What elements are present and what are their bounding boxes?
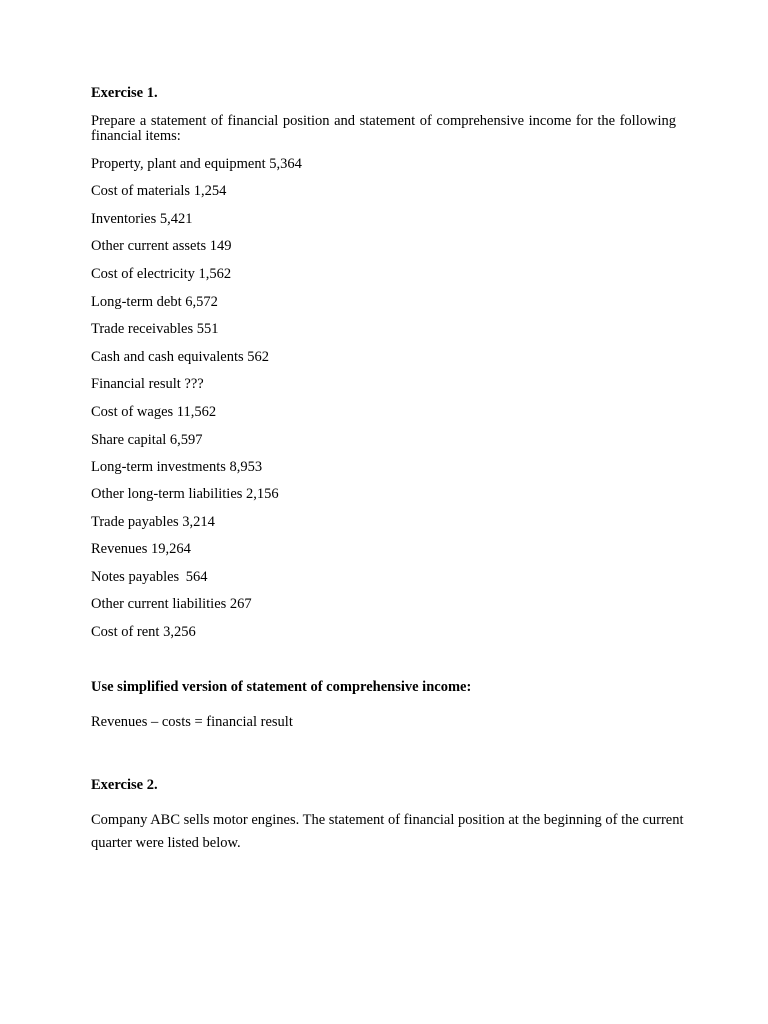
exercise1-intro-line1: Prepare a statement of financial position and statement of comprehensive income for the following: [91, 113, 676, 129]
financial-item: Other current assets 149: [91, 238, 232, 254]
financial-item: Other current liabilities 267: [91, 596, 252, 612]
exercise2-text-line1: Company ABC sells motor engines. The statement of financial position at the beginning of the current: [91, 812, 684, 828]
exercise1-instruction: Use simplified version of statement of comprehensive income:: [91, 679, 472, 695]
financial-item: Financial result ???: [91, 376, 204, 392]
exercise2-heading: Exercise 2.: [91, 777, 158, 793]
financial-item: Cost of electricity 1,562: [91, 266, 232, 282]
financial-item: Cost of wages 11,562: [91, 404, 217, 420]
financial-item: Trade payables 3,214: [91, 514, 215, 530]
financial-item: Long-term investments 8,953: [91, 459, 263, 475]
financial-item: Revenues 19,264: [91, 541, 191, 557]
financial-item: Inventories 5,421: [91, 211, 193, 227]
financial-item: Property, plant and equipment 5,364: [91, 156, 302, 172]
financial-item: Notes payables 564: [91, 569, 208, 585]
financial-item: Cost of rent 3,256: [91, 624, 196, 640]
financial-item: Cash and cash equivalents 562: [91, 349, 269, 365]
financial-item: Cost of materials 1,254: [91, 183, 227, 199]
financial-item: Trade receivables 551: [91, 321, 219, 337]
exercise1-heading: Exercise 1.: [91, 85, 158, 101]
exercise2-text-line2: quarter were listed below.: [91, 835, 241, 851]
exercise1-intro-line2: financial items:: [91, 128, 181, 144]
financial-item: Long-term debt 6,572: [91, 294, 218, 310]
exercise1-formula: Revenues – costs = financial result: [91, 714, 293, 730]
financial-item: Share capital 6,597: [91, 432, 203, 448]
financial-item: Other long-term liabilities 2,156: [91, 486, 279, 502]
